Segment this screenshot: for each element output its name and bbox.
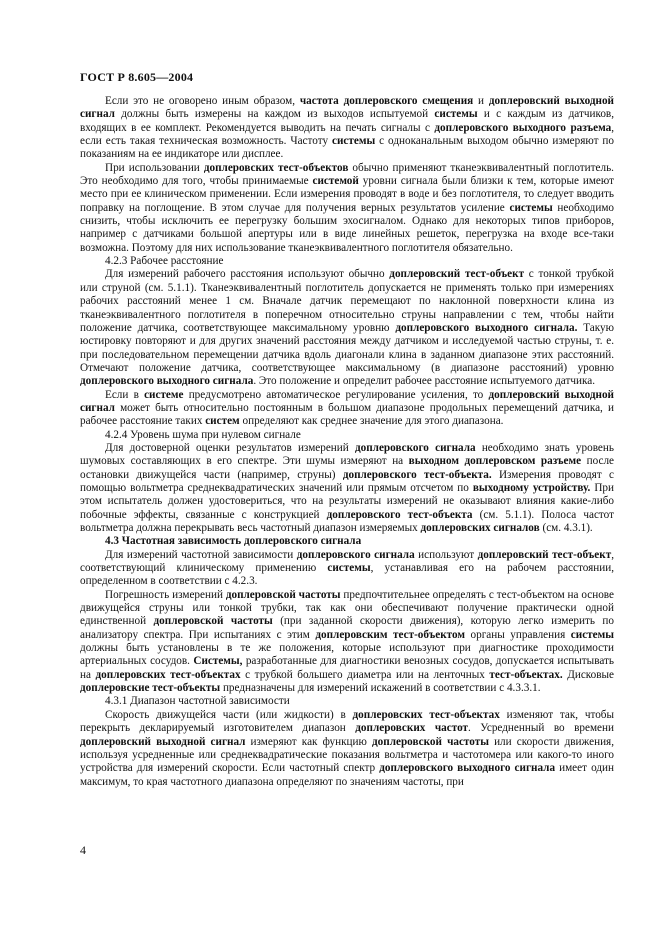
bold-term: систем bbox=[205, 415, 240, 428]
bold-term: доплеровского тест-объекта bbox=[326, 508, 473, 521]
bold-term: доплеровских тест-объектах bbox=[95, 668, 241, 681]
text-run: . Усредненный во времени bbox=[468, 722, 614, 735]
bold-term: системой bbox=[312, 175, 359, 188]
text-run: Дисковые bbox=[562, 668, 615, 681]
text-run: необходимо снизить, чтобы исключить ее перегрузку большим эхосигналом. Однако для некоторых типов приборов, например с датчиками большой апертуры или в виде линейных решеток, перегрузка на входе все-таки возможна. Поэтому для них использование тканеэквивалентного поглотителя обязательно. bbox=[80, 201, 614, 254]
bold-term: доплеровского выходного разъема bbox=[434, 121, 612, 134]
document-body bbox=[80, 95, 614, 789]
text-run: имеет один максимум, то края частотного диапазона определяют по значениям частоты, при bbox=[80, 762, 615, 788]
bold-term: выходном доплеровском разъеме bbox=[408, 455, 582, 468]
subsection-heading bbox=[80, 255, 614, 268]
bold-term: доплеровским тест-объектом bbox=[315, 628, 465, 641]
page-number: 4 bbox=[80, 843, 86, 857]
text-run: может быть относительно постоянным в большом диапазоне продольных перемещений датчика, и рабочее расстояние таких bbox=[80, 401, 614, 428]
subsection-heading bbox=[80, 429, 614, 442]
text-run: органы управления bbox=[465, 628, 571, 641]
paragraph bbox=[80, 389, 614, 429]
bold-term: системы bbox=[509, 201, 553, 214]
text-run: определяют как среднее значение для этого диапазона. bbox=[239, 415, 504, 428]
bold-term: доплеровского сигнала bbox=[296, 548, 415, 561]
text-run: , устанавливая его на рабочем расстоянии, определенном в соответствии с 4.2.3. bbox=[80, 562, 614, 588]
text-run: предназначены для измерений искажений в соответствии с 4.3.3.1. bbox=[220, 682, 541, 695]
bold-term: системы bbox=[570, 628, 614, 641]
text-run: 4.3 Частотная зависимость доплеровского сигнала bbox=[105, 535, 362, 548]
paragraph bbox=[80, 268, 614, 388]
bold-term: Системы, bbox=[193, 655, 243, 668]
text-run: Погрешность измерений bbox=[105, 588, 226, 601]
document-header: ГОСТ Р 8.605—2004 bbox=[80, 70, 194, 84]
bold-term: тест-объектах. bbox=[489, 668, 563, 681]
text-run: 4.3.1 Диапазон частотной зависимости bbox=[105, 695, 290, 708]
bold-term: доплеровского выходного сигнала bbox=[379, 762, 556, 775]
bold-term: доплеровский тест-объект bbox=[389, 268, 525, 281]
text-run: (см. 5.1.1). Полоса частот вольтметра должна перекрывать весь частотный диапазон измеряемых bbox=[80, 508, 614, 534]
text-run: необходимо знать уровень шумовых составляющих в его спектре. Эти шумы измеряют на bbox=[80, 441, 614, 468]
text-run: предпочтительнее определять с тест-объектом на основе движущейся струны или тонкой трубки, так как они обеспечивают получение практически одной единственной bbox=[80, 588, 614, 628]
text-run: 4.2.4 Уровень шума при нулевом сигнале bbox=[105, 428, 301, 441]
bold-term: доплеровский выходной сигнал bbox=[80, 95, 614, 121]
text-run: Если это не оговорено иным образом, bbox=[105, 95, 300, 107]
text-run: и с каждым из датчиков, входящих в ее комплект. Рекомендуется выводить на печать сигналы с bbox=[80, 108, 614, 134]
text-run: При использовании bbox=[105, 161, 204, 174]
text-run: с тонкой трубкой или струной (см. 5.1.1). Тканеэквивалентный поглотитель допускается не применять только при измерениях рабочих расстояний менее 1 см. Вначале датчик перемещают по наклонной поверхности клина из тканеэквивалентного поглотителя в поперечном относительно струны направлении с тем, чтобы найти положение датчика, соответствующее максимальному уровню bbox=[80, 268, 615, 334]
text-run: При этом испытатель должен удостовериться, что на результаты измерений не оказывают влияния какие-либо побочные эффекты, связанные с конструкцией bbox=[80, 481, 614, 521]
text-run: . Это положение и определит рабочее расстояние испытуемого датчика. bbox=[253, 375, 596, 388]
text-run: (при заданной скорости движения), которую легко измерить по анализатору спектра. При испытаниях с этим bbox=[80, 615, 614, 641]
bold-term: доплеровского выходного сигнала bbox=[80, 375, 254, 388]
text-run: используют bbox=[414, 548, 478, 561]
text-run: и bbox=[473, 95, 489, 107]
text-run: с трубкой большего диаметра или на ленточных bbox=[240, 668, 490, 681]
text-run: Скорость движущейся части (или жидкости) в bbox=[105, 708, 353, 721]
text-run: уровни сигнала были близки к тем, которые имеют место при ее клиническом применении. Если измерения проводят в воде и без поглотителя, то следует вводить поправку на поглощение. В этом случае для получения верных результатов усиление bbox=[80, 175, 614, 214]
text-run: после остановки движущейся части (например, струны) bbox=[80, 455, 614, 481]
text-run: 4.2.3 Рабочее расстояние bbox=[105, 255, 224, 268]
text-run: Такую юстировку повторяют и для других значений расстояния между датчиком и исследуемой частью струны, т. е. при последовательном перемещении датчика вдоль диагонали клина в заданном диапазоне этих расстояний. Отмечают положение датчика, соответствующее максимальному (в диапазоне расстояний) уровню bbox=[80, 321, 614, 374]
bold-term: системы bbox=[327, 562, 371, 575]
paragraph bbox=[80, 162, 614, 255]
bold-term: доплеровский выходной сигнал bbox=[80, 388, 615, 414]
text-run: изменяют так, чтобы перекрыть декларируемый изготовителем диапазон bbox=[80, 708, 614, 735]
bold-term: доплеровской частоты bbox=[153, 615, 273, 628]
bold-term: доплеровской частоты bbox=[225, 588, 341, 601]
text-run: или скорости движения, используя усредненные или среднеквадратические показания вольтметра и частотомера или какого-то иного устройства для измерений скорости. Если частотный спектр bbox=[80, 735, 615, 775]
bold-term: доплеровского тест-объекта. bbox=[342, 468, 492, 481]
bold-term: доплеровских частот bbox=[355, 722, 469, 735]
paragraph bbox=[80, 442, 614, 535]
text-run: с одноканальным выходом обычно измеряют по показаниям на ее индикаторе или дисплее. bbox=[80, 135, 614, 161]
bold-term: системе bbox=[144, 388, 184, 401]
text-run: Если в bbox=[105, 388, 145, 401]
text-run: , соответствующий клиническому применению bbox=[80, 548, 614, 575]
bold-term: доплеровский выходной сигнал bbox=[80, 735, 246, 748]
paragraph bbox=[80, 95, 614, 162]
bold-term: доплеровские тест-объекты bbox=[80, 682, 221, 695]
paragraph bbox=[80, 549, 614, 589]
text-run: Измерения проводят с помощью вольтметра среднеквадратических значений или прямым отсчетом по bbox=[80, 468, 614, 494]
bold-term: доплеровский тест-объект bbox=[477, 548, 612, 561]
paragraph bbox=[80, 589, 614, 696]
subsection-heading bbox=[80, 695, 614, 708]
bold-term: частота доплеровского смещения bbox=[299, 95, 474, 107]
text-run: предусмотрено автоматическое регулирование усиления, то bbox=[183, 388, 489, 401]
bold-term: доплеровских тест-объектах bbox=[352, 708, 500, 721]
bold-term: выходному устройству. bbox=[472, 481, 591, 494]
bold-term: доплеровского сигнала bbox=[354, 441, 476, 454]
text-run: разработанные для диагностики венозных сосудов, допускается испытывать на bbox=[80, 655, 615, 681]
paragraph bbox=[80, 709, 614, 789]
text-run: , если есть такая техническая возможность. Частоту bbox=[80, 121, 614, 148]
text-run: обычно применяют тканеэквивалентный поглотитель. Это необходимо для того, чтобы принимаемые bbox=[80, 161, 614, 188]
text-run: Для достоверной оценки результатов измерений bbox=[105, 441, 355, 454]
text-run: измеряют как функцию bbox=[245, 735, 372, 748]
bold-term: доплеровских сигналов bbox=[420, 522, 540, 534]
text-run: должны быть установлены в те же положения, которые используют при диагностике проходимости артериальных сосудов. bbox=[80, 642, 614, 668]
bold-term: доплеровского выходного сигнала. bbox=[395, 321, 578, 334]
bold-term: доплеровских тест-объектов bbox=[203, 161, 349, 174]
text-run: (см. 4.3.1). bbox=[539, 522, 593, 534]
section-heading bbox=[80, 535, 614, 548]
text-run: Для измерений частотной зависимости bbox=[105, 548, 297, 561]
bold-term: доплеровской частоты bbox=[372, 735, 489, 748]
bold-term: системы bbox=[434, 108, 478, 121]
text-run: Для измерений рабочего расстояния используют обычно bbox=[105, 268, 390, 281]
bold-term: системы bbox=[332, 135, 376, 148]
text-run: должны быть измерены на каждом из выходов испытуемой bbox=[114, 108, 435, 121]
